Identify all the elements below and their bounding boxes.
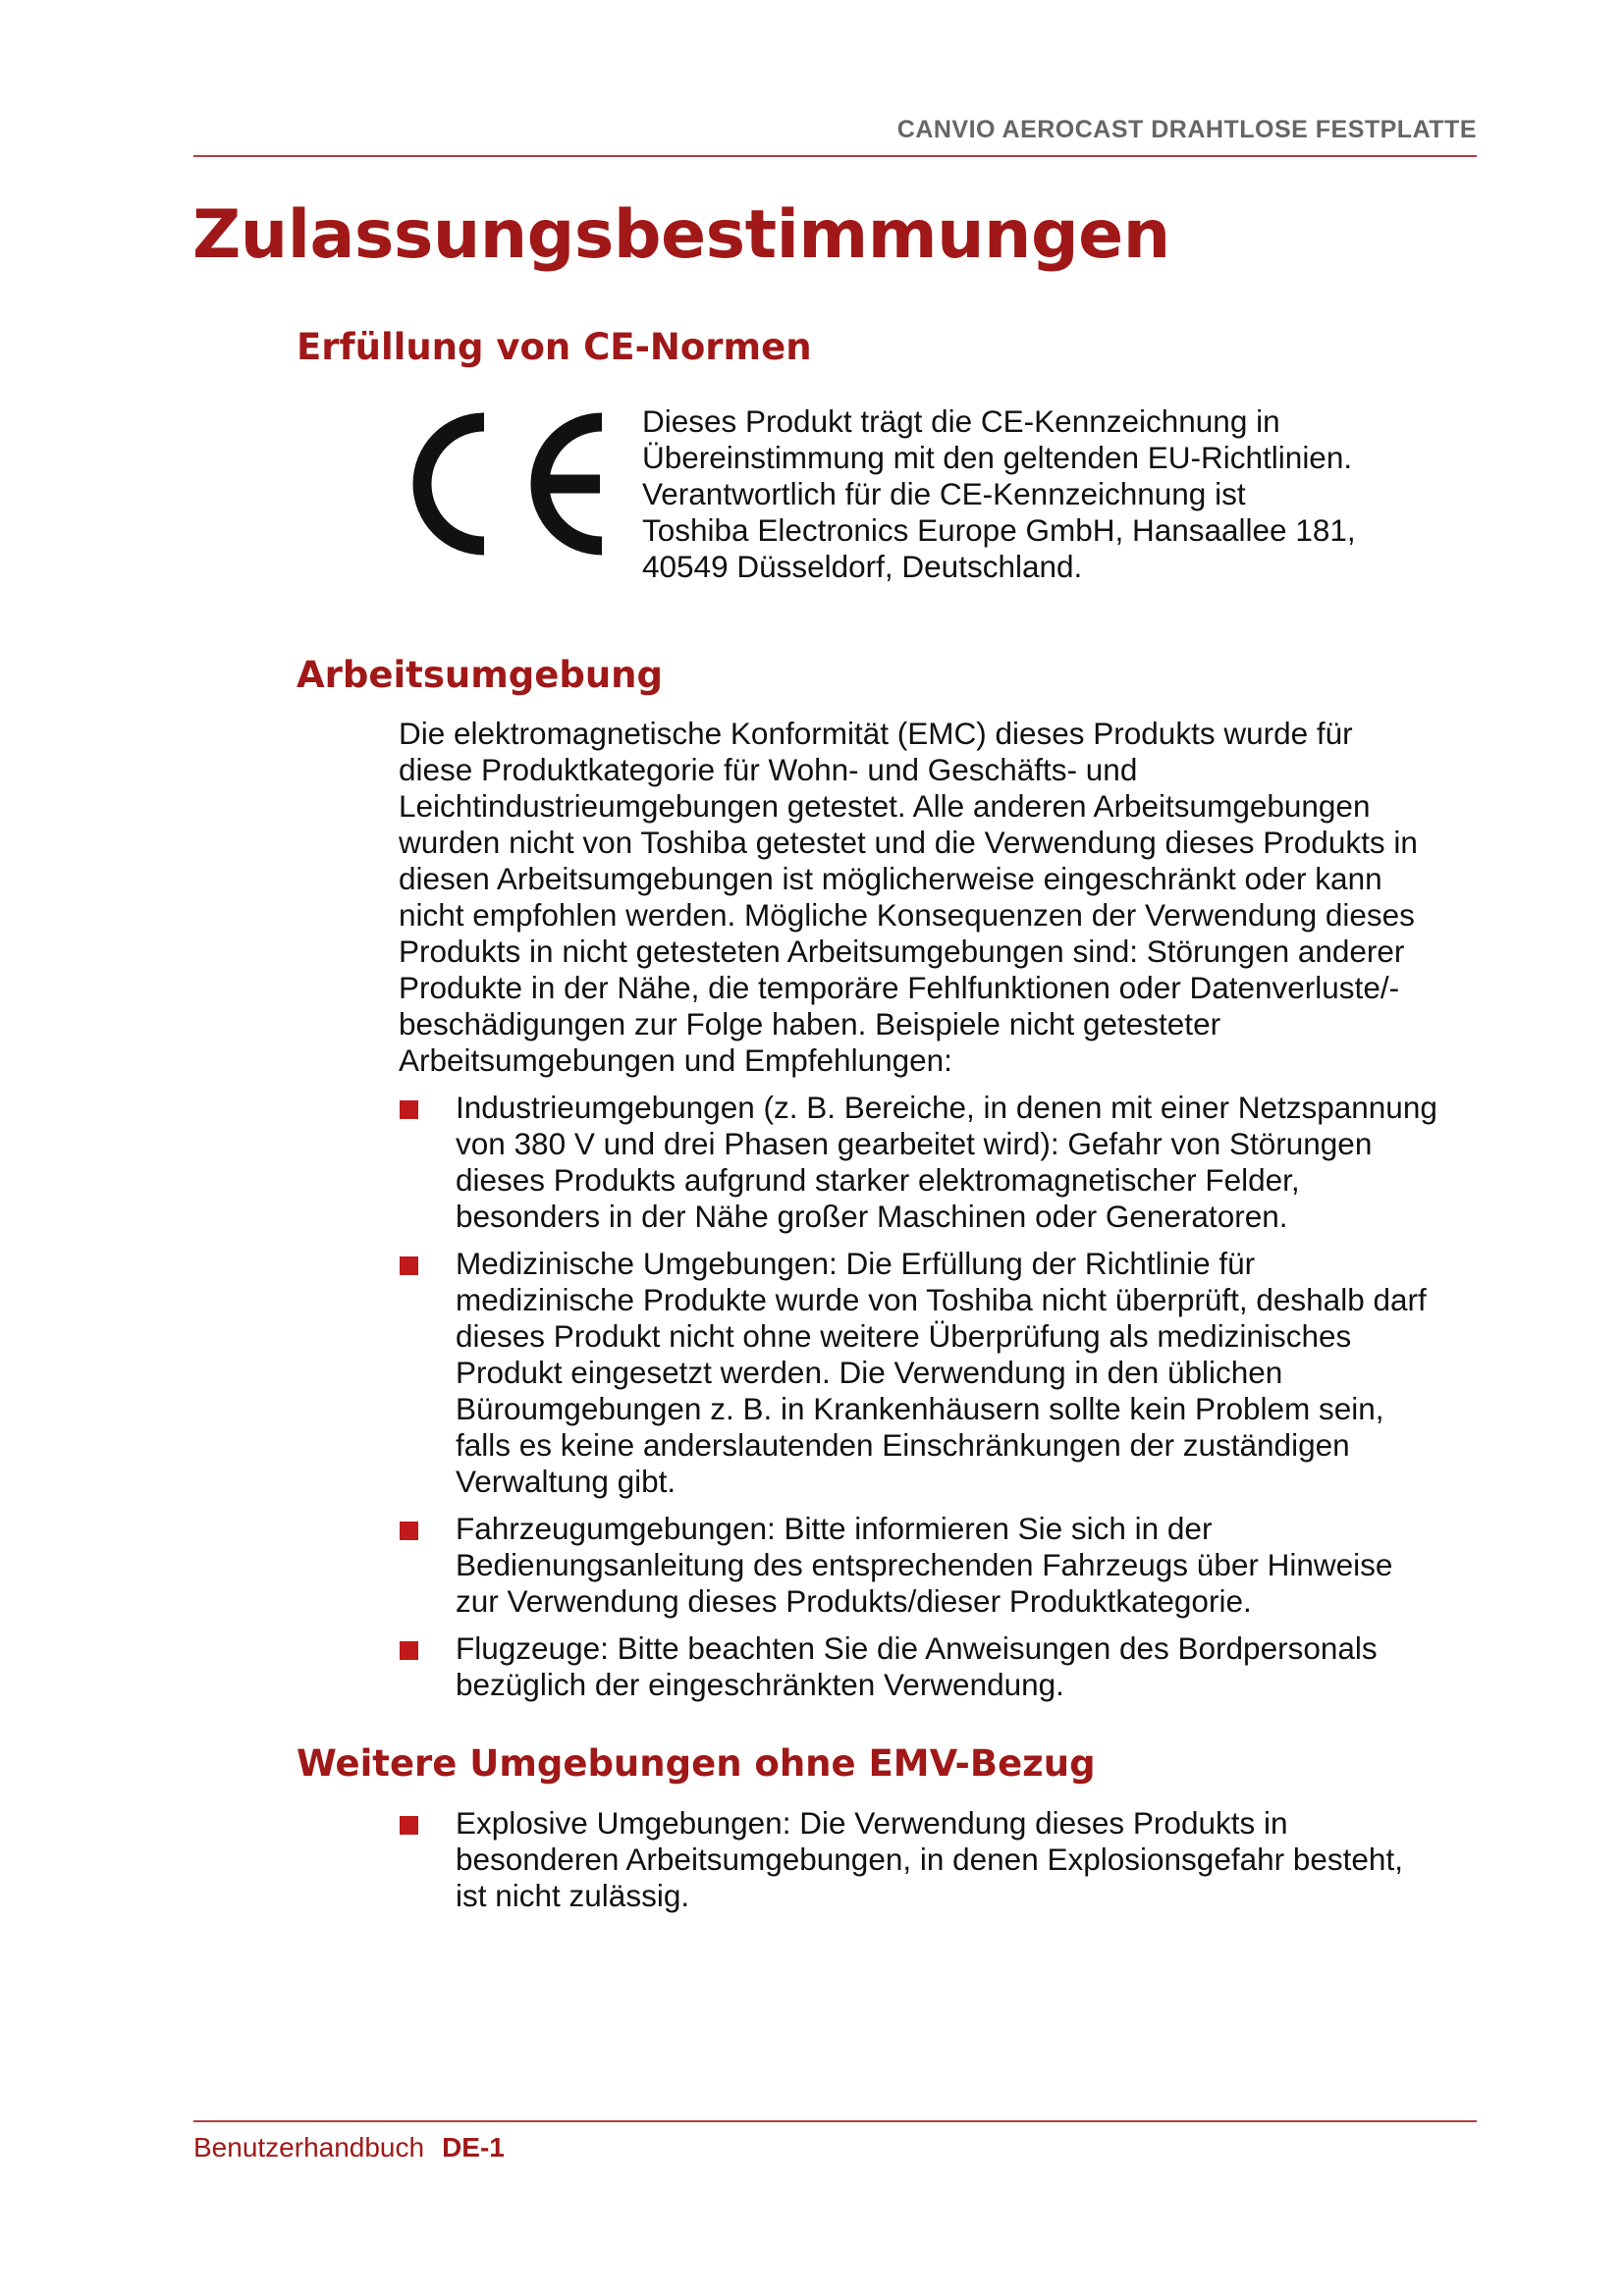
intro-line: Leichtindustrieumgebungen getestet. Alle anderen Arbeitsumgebungen [399,788,1371,824]
bullet-line: Medizinische Umgebungen: Die Erfüllung der Richtlinie für [456,1246,1256,1281]
bullet-line: falls es keine anderslautenden Einschränkungen der zuständigen [456,1427,1350,1463]
square-bullet-icon [400,1100,418,1119]
footer-manual-name: Benutzerhandbuch [193,2132,425,2163]
bullet-line: Büroumgebungen z. B. in Krankenhäusern sollte kein Problem sein, [456,1391,1384,1426]
page-title: Zulassungsbestimmungen [192,196,1170,274]
bullet-line: Industrieumgebungen (z. B. Bereiche, in denen mit einer Netzspannung [456,1090,1437,1125]
square-bullet-icon [400,1256,418,1275]
ce-line: Toshiba Electronics Europe GmbH, Hansaallee 181, [642,512,1356,548]
work-env-bullets [399,1090,1489,1714]
bullet-line: Bedienungsanleitung des entsprechenden Fahrzeugs über Hinweise [456,1547,1393,1582]
list-item [399,1630,1489,1703]
page-footer [193,2132,505,2163]
bullet-line: Explosive Umgebungen: Die Verwendung dieses Produkts in [456,1805,1288,1841]
ce-description [642,403,1447,585]
list-item [399,1090,1489,1235]
heading-weitere-umgebungen: Weitere Umgebungen ohne EMV-Bezug [297,1742,1096,1785]
ce-line: Dieses Produkt trägt die CE-Kennzeichnung in [642,403,1280,439]
bullet-line: Fahrzeugumgebungen: Bitte informieren Sie sich in der [456,1511,1213,1546]
intro-line: nicht empfohlen werden. Mögliche Konsequenzen der Verwendung dieses [399,897,1415,933]
intro-line: Die elektromagnetische Konformität (EMC) dieses Produkts wurde für [399,716,1353,751]
list-item [399,1511,1489,1620]
ce-line: 40549 Düsseldorf, Deutschland. [642,549,1083,584]
footer-rule [193,2120,1477,2122]
bullet-line: bezüglich der eingeschränkten Verwendung. [456,1667,1064,1702]
square-bullet-icon [400,1522,418,1540]
ce-line: Verantwortlich für die CE-Kennzeichnung ist [642,476,1246,511]
bullet-line: zur Verwendung dieses Produkts/dieser Produktkategorie. [456,1583,1252,1619]
bullet-line: medizinische Produkte wurde von Toshiba nicht überprüft, deshalb darf [456,1282,1427,1317]
bullet-line: Verwaltung gibt. [456,1464,677,1499]
ce-mark-icon [398,410,610,558]
running-header: CANVIO AEROCAST DRAHTLOSE FESTPLATTE [896,116,1477,143]
page-number: DE-1 [442,2132,505,2163]
intro-line: Produkts in nicht getesteten Arbeitsumgebungen sind: Störungen anderer [399,934,1405,969]
list-item [399,1805,1489,1914]
intro-line: beschädigungen zur Folge haben. Beispiele nicht getesteter [399,1006,1221,1041]
bullet-line: dieses Produkts aufgrund starker elektromagnetischer Felder, [456,1162,1300,1198]
intro-line: diese Produktkategorie für Wohn- und Geschäfts- und [399,752,1138,787]
bullet-line: von 380 V und drei Phasen gearbeitet wird): Gefahr von Störungen [456,1126,1373,1161]
list-item [399,1246,1489,1500]
intro-line: Arbeitsumgebungen und Empfehlungen: [399,1042,952,1078]
bullet-line: ist nicht zulässig. [456,1878,690,1913]
heading-arbeitsumgebung: Arbeitsumgebung [297,654,663,696]
bullet-line: besonders in der Nähe großer Maschinen oder Generatoren. [456,1199,1288,1234]
ce-line: Übereinstimmung mit den geltenden EU-Richtlinien. [642,440,1353,475]
other-env-bullets [399,1805,1489,1925]
heading-ce-normen: Erfüllung von CE-Normen [297,326,812,368]
square-bullet-icon [400,1816,418,1835]
header-rule [193,155,1477,157]
intro-line: Produkte in der Nähe, die temporäre Fehlfunktionen oder Datenverluste/- [399,970,1400,1005]
work-env-intro [399,716,1489,1079]
bullet-line: dieses Produkt nicht ohne weitere Überprüfung als medizinisches [456,1318,1352,1354]
bullet-line: Produkt eingesetzt werden. Die Verwendung in den üblichen [456,1355,1283,1390]
square-bullet-icon [400,1641,418,1660]
intro-line: diesen Arbeitsumgebungen ist möglicherweise eingeschränkt oder kann [399,861,1382,896]
bullet-line: Flugzeuge: Bitte beachten Sie die Anweisungen des Bordpersonals [456,1630,1378,1666]
intro-line: wurden nicht von Toshiba getestet und die Verwendung dieses Produkts in [399,825,1418,860]
bullet-line: besonderen Arbeitsumgebungen, in denen Explosionsgefahr besteht, [456,1842,1403,1877]
